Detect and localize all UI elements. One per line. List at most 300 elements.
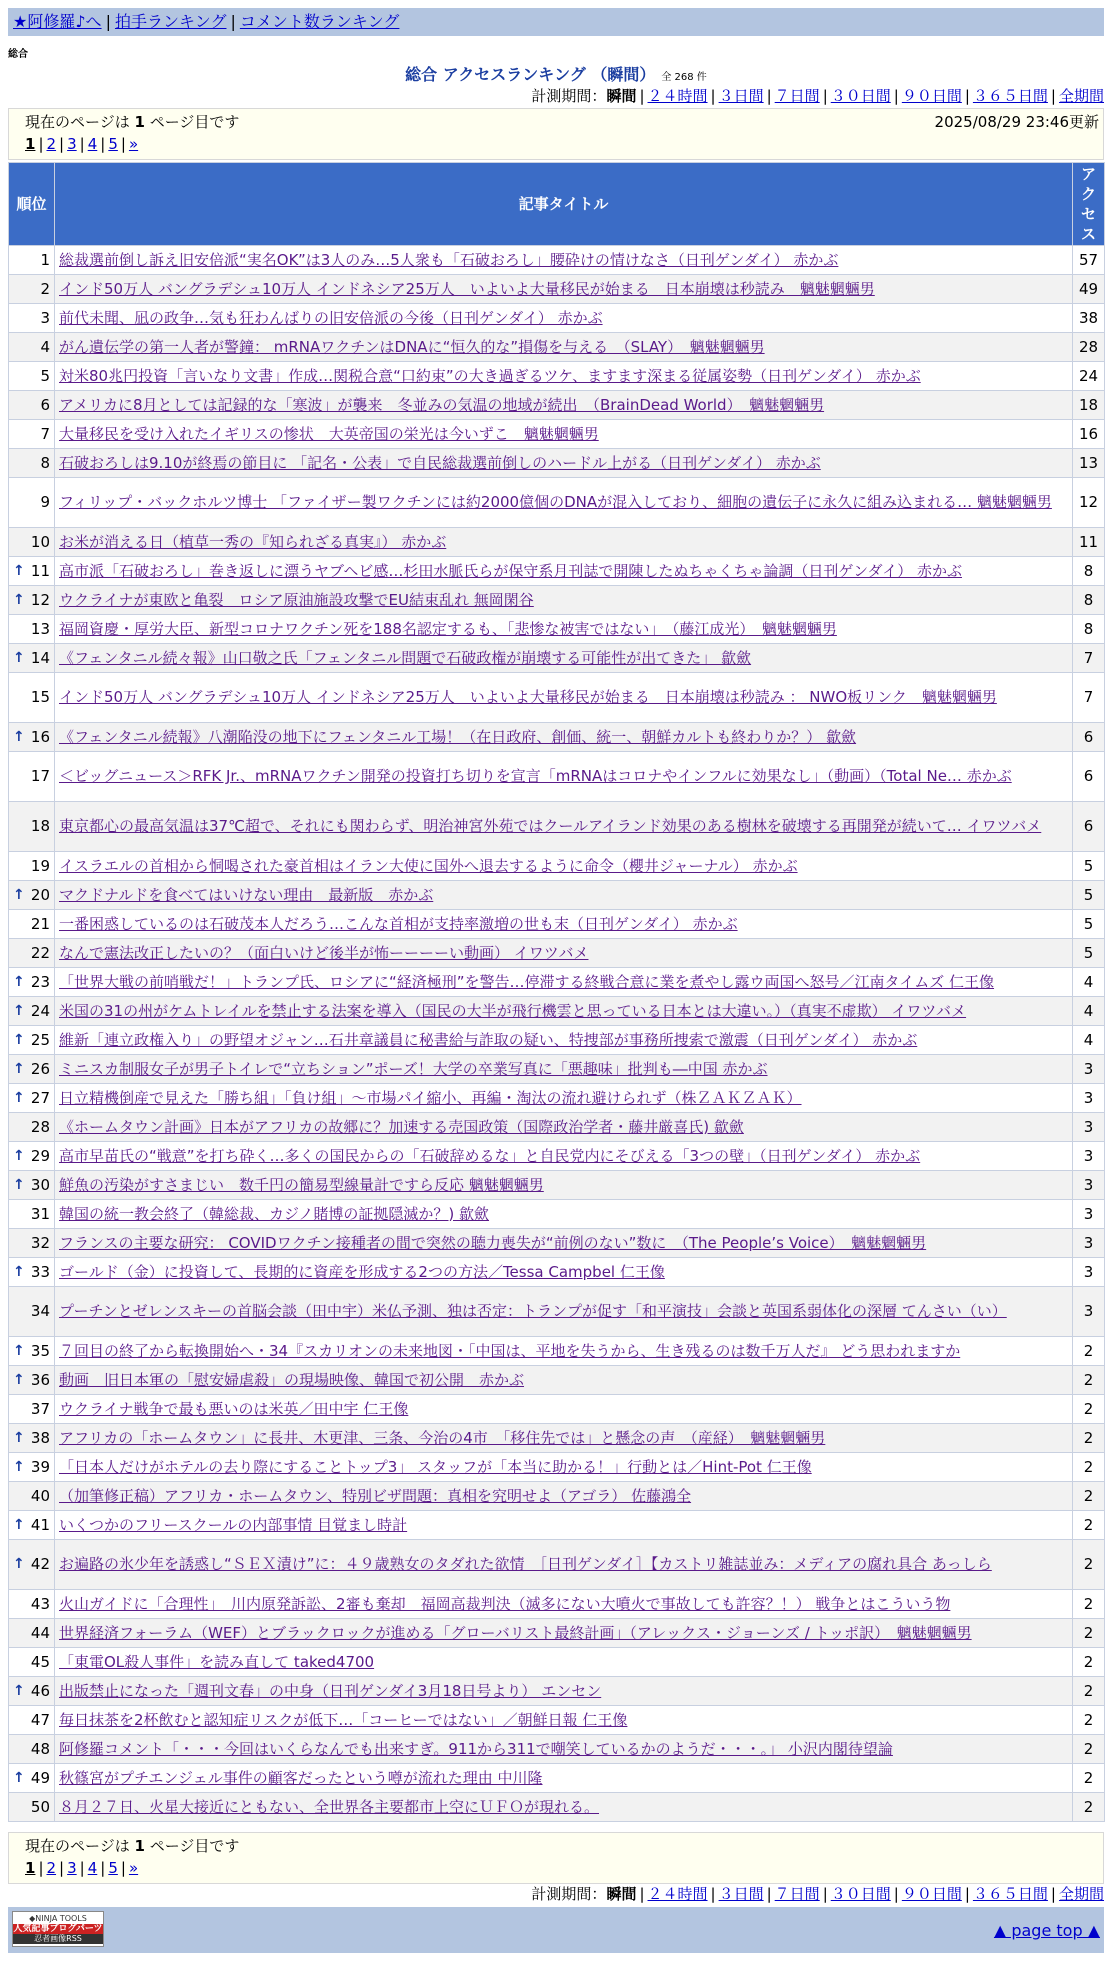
table-row	[9, 1287, 1105, 1337]
period-link-6[interactable]: 全期間	[1058, 87, 1104, 105]
article-link[interactable]: マクドナルドを食べてはいけない理由 最新版 赤かぶ	[59, 885, 434, 904]
article-link[interactable]: フランスの主要な研究： COVIDワクチン接種者の間で突然の聴力喪失が“前例のない”数に （The People’s Voice） 魑魅魍魎男	[59, 1233, 927, 1252]
article-link[interactable]: ミニスカ制服女子が男子トイレで“立ちション”ポーズ！大学の卒業写真に「悪趣味」批判も―中国 赤かぶ	[59, 1059, 768, 1078]
page-current: 1	[25, 135, 36, 153]
period-link-3[interactable]: ３０日間	[830, 1885, 891, 1903]
period-separator: |	[964, 87, 970, 105]
ninja-tools-logo[interactable]	[12, 1911, 104, 1947]
rank-number: 28	[30, 1117, 50, 1136]
article-link[interactable]: 《ホームタウン計画》日本がアフリカの故郷に？加速する売国政策（国際政治学者・藤井厳喜氏) 歙歛	[59, 1117, 744, 1136]
rank-number: 25	[30, 1030, 50, 1049]
nav-link-clap-ranking[interactable]: 拍手ランキング	[114, 12, 227, 31]
title-cell	[55, 939, 1073, 968]
title-cell	[55, 802, 1073, 852]
rank-number: 21	[30, 914, 50, 933]
article-link[interactable]: お遍路の氷少年を誘惑し“ＳＥＸ漬け”に：４９歳熟女のタダれた欲情 ［日刊ゲンダイ］【カストリ雑誌並み：メディアの腐れ具合 あっしら	[59, 1555, 992, 1573]
table-row	[9, 723, 1105, 752]
top-nav-bar: ★阿修羅♪へ | 拍手ランキング | コメント数ランキング	[8, 8, 1104, 36]
rank-number: 47	[30, 1710, 50, 1729]
header-title: 記事タイトル	[55, 163, 1073, 246]
table-row	[9, 1590, 1105, 1619]
title-cell	[55, 644, 1073, 673]
rank-number: 10	[30, 532, 50, 551]
rank-number: 41	[30, 1515, 50, 1534]
ranking-table	[8, 162, 1105, 1822]
table-row	[9, 881, 1105, 910]
period-separator: |	[710, 1885, 716, 1903]
rank-up-arrow-icon: ↑	[13, 1002, 25, 1019]
rank-number: 31	[30, 1204, 50, 1223]
rank-up-arrow-icon: ↑	[13, 1556, 25, 1572]
article-link[interactable]: イスラエルの首相から恫喝された豪首相はイラン大使に国外へ退去するように命令（櫻井ジャーナル） 赤かぶ	[59, 856, 798, 875]
table-row	[9, 1366, 1105, 1395]
rank-number: 27	[30, 1088, 50, 1107]
article-link[interactable]: 鮮魚の汚染がすさまじい 数千円の簡易型線量計ですら反応 魑魅魍魎男	[59, 1175, 544, 1194]
access-count: 57	[1073, 246, 1105, 275]
article-link[interactable]: 「日本人だけがホテルの去り際にすることトップ3」 スタッフが「本当に助かる！」行動とは／Hint-Pot 仁王像	[59, 1457, 812, 1476]
period-link-5[interactable]: ３６５日間	[972, 1885, 1048, 1903]
article-link[interactable]: 総裁選前倒し訴え旧安倍派“実名OK”は3人のみ…5人衆も「石破おろし」腰砕けの情けなさ（日刊ゲンダイ） 赤かぶ	[59, 250, 839, 269]
period-separator: |	[1050, 1885, 1056, 1903]
period-separator: |	[893, 1885, 899, 1903]
rank-cell	[9, 881, 55, 910]
article-link[interactable]: 日立精機倒産で見えた「勝ち組」「負け組」〜市場パイ縮小、再編・淘汰の流れ避けられず（株ＺＡＫＺＡＫ）	[59, 1088, 802, 1107]
table-row	[9, 910, 1105, 939]
table-row	[9, 1337, 1105, 1366]
rank-cell	[9, 420, 55, 449]
rank-cell	[9, 528, 55, 557]
page-info	[25, 1835, 1087, 1857]
period-separator: |	[964, 1885, 970, 1903]
title-cell	[55, 391, 1073, 420]
table-row	[9, 275, 1105, 304]
table-row	[9, 1453, 1105, 1482]
article-link[interactable]: 《フェンタニル続報》八潮陥没の地下にフェンタニル工場！（在日政府、創価、統一、朝鮮カルトも終わりか？） 歙歛	[59, 727, 857, 746]
rank-number: 11	[30, 561, 50, 580]
access-count: 8	[1073, 615, 1105, 644]
rank-cell	[9, 1540, 55, 1590]
period-link-3[interactable]: ３０日間	[830, 87, 891, 105]
table-row	[9, 1706, 1105, 1735]
article-link[interactable]: 《フェンタニル続々報》山口敬之氏「フェンタニル問題で石破政権が崩壊する可能性が出てきた」 歙歛	[59, 648, 752, 667]
table-row	[9, 586, 1105, 615]
table-row	[9, 1142, 1105, 1171]
page-top-link[interactable]: ▲ page top ▲	[993, 1921, 1100, 1940]
page-separator: |	[38, 1859, 44, 1877]
table-row	[9, 362, 1105, 391]
page-link-2[interactable]: 2	[46, 1859, 57, 1877]
access-count: 7	[1073, 673, 1105, 723]
rank-cell	[9, 1113, 55, 1142]
table-row	[9, 1764, 1105, 1793]
title-cell	[55, 1540, 1073, 1590]
access-count: 5	[1073, 852, 1105, 881]
rank-cell	[9, 997, 55, 1026]
rank-up-arrow-icon: ↑	[13, 1031, 25, 1048]
article-link[interactable]: お米が消える日（植草一秀の『知られざる真実』） 赤かぶ	[59, 532, 447, 551]
access-count: 4	[1073, 968, 1105, 997]
page-separator: |	[59, 135, 65, 153]
rank-number: 34	[30, 1302, 50, 1320]
rank-cell	[9, 1258, 55, 1287]
period-separator: |	[1050, 87, 1056, 105]
rank-number: 2	[40, 279, 50, 298]
page-info	[25, 111, 1087, 133]
period-link-2[interactable]: ７日間	[774, 1885, 820, 1903]
access-count: 2	[1073, 1793, 1105, 1822]
rank-cell	[9, 673, 55, 723]
period-selector-bottom	[531, 1884, 1104, 1904]
access-count: 12	[1073, 478, 1105, 528]
page-link-»[interactable]: »	[128, 135, 139, 153]
rank-up-arrow-icon: ↑	[13, 1682, 25, 1699]
rank-cell	[9, 1084, 55, 1113]
article-link[interactable]: 火山ガイドに「合理性」 川内原発訴訟、2審も棄却 福岡高裁判決（滅多にない大噴火で事故しても許容？！） 戦争とはこういう物	[59, 1594, 951, 1613]
page-link-2[interactable]: 2	[46, 135, 57, 153]
access-count: 5	[1073, 881, 1105, 910]
article-link[interactable]: 大量移民を受け入れたイギリスの惨状 大英帝国の栄光は今いずこ 魑魅魍魎男	[59, 424, 599, 443]
article-link[interactable]: 東京都心の最高気温は37℃超で、それにも関わらず、明治神宮外苑ではクールアイランド効果のある樹林を破壊する再開発が続いて… イワツバメ	[59, 817, 1042, 835]
title-cell	[55, 1648, 1073, 1677]
article-link[interactable]: 対米80兆円投資「言いなり文書」作成…関税合意“口約束”の大き過ぎるツケ、ますます深まる従属姿勢（日刊ゲンダイ） 赤かぶ	[59, 366, 921, 385]
title-cell	[55, 557, 1073, 586]
access-count: 8	[1073, 557, 1105, 586]
page-link-5[interactable]: 5	[108, 135, 118, 153]
article-link[interactable]: 阿修羅コメント「・・・今回はいくらなんでも出来すぎ。911から311で嘲笑しているかのようだ・・・。」 小沢内閣待望論	[59, 1739, 893, 1758]
page-link-»[interactable]: »	[128, 1859, 139, 1877]
access-count: 24	[1073, 362, 1105, 391]
period-label: 計測期間：	[531, 87, 607, 105]
rank-up-arrow-icon: ↑	[13, 1263, 25, 1280]
article-link[interactable]: 米国の31の州がケムトレイルを禁止する法案を導入（国民の大半が飛行機雲と思っている日本とは大違い。）（真実不虚欺） イワツバメ	[59, 1001, 967, 1020]
page-info-prefix: 現在のページは	[25, 1837, 135, 1855]
article-link[interactable]: 「東電OL殺人事件」を読み直して taked4700	[59, 1652, 375, 1671]
table-row	[9, 1055, 1105, 1084]
period-separator: |	[710, 87, 716, 105]
title-cell	[55, 1366, 1073, 1395]
period-link-5[interactable]: ３６５日間	[972, 87, 1048, 105]
title-cell	[55, 528, 1073, 557]
article-link[interactable]: アフリカの「ホームタウン」に長井、木更津、三条、今治の4市 「移住先では」と懸念の声 （産経） 魑魅魍魎男	[59, 1428, 826, 1447]
title-cell	[55, 852, 1073, 881]
table-row	[9, 528, 1105, 557]
rank-cell	[9, 557, 55, 586]
page-title: 総合 アクセスランキング （瞬間）	[405, 65, 656, 84]
rank-number: 9	[40, 493, 50, 511]
title-cell	[55, 1337, 1073, 1366]
title-cell	[55, 1706, 1073, 1735]
rank-number: 12	[30, 590, 50, 609]
rank-cell	[9, 644, 55, 673]
article-link[interactable]: 世界経済フォーラム（WEF）とブラックロックが進める「グローバリスト最終計画」（アレックス・ジョーンズ / トッポ訳） 魑魅魍魎男	[59, 1623, 972, 1642]
period-link-0[interactable]: ２４時間	[647, 87, 708, 105]
page-info-suffix: ページ目です	[144, 113, 240, 131]
title-cell	[55, 1026, 1073, 1055]
rank-number: 39	[30, 1457, 50, 1476]
title-cell	[55, 910, 1073, 939]
article-link[interactable]: ゴールド（金）に投資して、長期的に資産を形成する2つの方法／Tessa Campbel 仁王像	[59, 1262, 665, 1281]
page-separator: |	[120, 135, 126, 153]
rank-cell	[9, 852, 55, 881]
article-link[interactable]: ウクライナ戦争で最も悪いのは米英／田中宇 仁王像	[59, 1399, 409, 1418]
article-link[interactable]: 「世界大戦の前哨戦だ！」トランプ氏、ロシアに“経済極刑”を警告…停滞する終戦合意に業を煮やし露ウ両国へ怒号／江南タイムズ 仁王像	[59, 972, 995, 991]
rank-number: 6	[40, 395, 50, 414]
pager-top	[8, 108, 1104, 160]
period-separator: |	[766, 1885, 772, 1903]
access-count: 5	[1073, 910, 1105, 939]
period-separator: |	[822, 1885, 828, 1903]
title-cell	[55, 1113, 1073, 1142]
access-count: 4	[1073, 997, 1105, 1026]
rank-cell	[9, 362, 55, 391]
table-row	[9, 1258, 1105, 1287]
article-link[interactable]: 韓国の統一教会終了（韓総裁、カジノ賭博の証拠隠滅か？) 歙歛	[59, 1204, 490, 1223]
rank-cell	[9, 1200, 55, 1229]
article-link[interactable]: フィリップ・バックホルツ博士 「ファイザー製ワクチンには約2000億個のDNAが混入しており、細胞の遺伝子に永久に組み込まれる… 魑魅魍魎男	[59, 493, 1052, 511]
period-link-1[interactable]: ３日間	[718, 1885, 764, 1903]
article-link[interactable]: （加筆修正稿）アフリカ・ホームタウン、特別ビザ問題：真相を究明せよ（アゴラ） 佐藤鴻全	[59, 1486, 692, 1505]
article-link[interactable]: プーチンとゼレンスキーの首脳会談（田中宇）米仏予測、独は否定：トランプが促す「和平演技」会談と英国系弱体化の深層 てんさい（い）	[59, 1302, 1007, 1320]
article-link[interactable]: ７回目の終了から転換開始へ・34『スカリオンの未来地図・「中国は、平地を失うから、生き残るのは数千万人だ』 どう思われますか	[59, 1341, 961, 1360]
access-count: 38	[1073, 304, 1105, 333]
page-info-prefix: 現在のページは	[25, 113, 135, 131]
table-row	[9, 1540, 1105, 1590]
logo-line-2: 人気記事ブログパーツ	[13, 1924, 103, 1934]
rank-cell	[9, 333, 55, 362]
page-info-num: 1	[134, 1837, 145, 1855]
access-count: 2	[1073, 1619, 1105, 1648]
rank-up-arrow-icon: ↑	[13, 1458, 25, 1475]
access-count: 11	[1073, 528, 1105, 557]
rank-up-arrow-icon: ↑	[13, 1516, 25, 1533]
table-row	[9, 1482, 1105, 1511]
title-cell	[55, 1482, 1073, 1511]
period-link-6[interactable]: 全期間	[1058, 1885, 1104, 1903]
rank-cell	[9, 615, 55, 644]
rank-cell	[9, 1366, 55, 1395]
page-numbers	[25, 1857, 1087, 1879]
access-count: 2	[1073, 1677, 1105, 1706]
access-count: 4	[1073, 1026, 1105, 1055]
page-link-3[interactable]: 3	[67, 1859, 77, 1877]
period-separator: |	[639, 87, 645, 105]
rank-number: 20	[30, 885, 50, 904]
access-count: 2	[1073, 1337, 1105, 1366]
table-row	[9, 1113, 1105, 1142]
table-row	[9, 1229, 1105, 1258]
access-count: 2	[1073, 1424, 1105, 1453]
pager-bottom	[8, 1832, 1104, 1884]
rank-cell	[9, 1482, 55, 1511]
title-cell	[55, 1453, 1073, 1482]
table-row	[9, 1648, 1105, 1677]
table-row	[9, 673, 1105, 723]
period-label: 計測期間：	[531, 1885, 607, 1903]
rank-cell	[9, 939, 55, 968]
table-row	[9, 304, 1105, 333]
article-link[interactable]: 一番困惑しているのは石破茂本人だろう…こんな首相が支持率激増の世も末（日刊ゲンダイ） 赤かぶ	[59, 914, 738, 933]
page-link-5[interactable]: 5	[108, 1859, 118, 1877]
title-cell	[55, 615, 1073, 644]
rank-up-arrow-icon: ↑	[13, 1176, 25, 1193]
rank-number: 22	[30, 943, 50, 962]
article-link[interactable]: インド50万人 バングラデシュ10万人 インドネシア25万人 いよいよ大量移民が始まる 日本崩壊は秒読み 魑魅魍魎男	[59, 279, 875, 298]
page-separator: |	[38, 135, 44, 153]
rank-up-arrow-icon: ↑	[13, 562, 25, 579]
access-count: 49	[1073, 275, 1105, 304]
rank-cell	[9, 1026, 55, 1055]
article-link[interactable]: 前代未聞、凪の政争…気も狂わんばりの旧安倍派の今後（日刊ゲンダイ） 赤かぶ	[59, 308, 603, 327]
rank-cell	[9, 1619, 55, 1648]
rank-up-arrow-icon: ↑	[13, 1429, 25, 1446]
page-separator: |	[79, 1859, 85, 1877]
period-selector-top	[531, 86, 1104, 106]
page-link-4[interactable]: 4	[87, 135, 98, 153]
article-link[interactable]: 出版禁止になった「週刊文春」の中身（日刊ゲンダイ3月18日号より） エンセン	[59, 1681, 602, 1700]
rank-number: 24	[30, 1001, 50, 1020]
article-link[interactable]: ウクライナが東欧と亀裂 ロシア原油施設攻撃でEU結束乱れ 無岡閑谷	[59, 590, 534, 609]
title-cell	[55, 246, 1073, 275]
page-info-num: 1	[134, 113, 145, 131]
article-link[interactable]: ８月２７日、火星大接近にともない、全世界各主要都市上空にＵＦＯが現れる。	[59, 1797, 600, 1816]
access-count: 7	[1073, 644, 1105, 673]
access-count: 3	[1073, 1055, 1105, 1084]
page-separator: |	[79, 135, 85, 153]
title-cell	[55, 1764, 1073, 1793]
article-link[interactable]: 高市早苗氏の“戦意”を打ち砕く…多くの国民からの「石破辞めるな」と自民党内にそびえる「3つの壁」（日刊ゲンダイ） 赤かぶ	[59, 1146, 921, 1165]
period-link-4[interactable]: ９０日間	[901, 1885, 962, 1903]
title-cell	[55, 1793, 1073, 1822]
table-row	[9, 1026, 1105, 1055]
table-row	[9, 1511, 1105, 1540]
ranking-table-body	[9, 246, 1105, 1822]
rank-cell	[9, 968, 55, 997]
rank-cell	[9, 1229, 55, 1258]
rank-cell	[9, 723, 55, 752]
access-count: 16	[1073, 420, 1105, 449]
rank-cell	[9, 1337, 55, 1366]
rank-number: 40	[30, 1486, 50, 1505]
page-numbers	[25, 133, 1087, 155]
title-cell	[55, 997, 1073, 1026]
rank-number: 50	[30, 1797, 50, 1816]
article-link[interactable]: 毎日抹茶を2杯飲むと認知症リスクが低下…「コーヒーではない」／朝鮮日報 仁王像	[59, 1710, 628, 1729]
title-cell	[55, 478, 1073, 528]
access-count: 2	[1073, 1453, 1105, 1482]
rank-number: 3	[40, 308, 50, 327]
table-row	[9, 1793, 1105, 1822]
rank-number: 48	[30, 1739, 50, 1758]
nav-link-comment-ranking[interactable]: コメント数ランキング	[239, 12, 400, 31]
article-link[interactable]: アメリカに8月としては記録的な「寒波」が襲来 冬並みの気温の地域が続出 （BrainDead World） 魑魅魍魎男	[59, 395, 825, 414]
title-cell	[55, 1200, 1073, 1229]
rank-number: 43	[30, 1594, 50, 1613]
title-cell	[55, 1590, 1073, 1619]
rank-up-arrow-icon: ↑	[13, 591, 25, 608]
table-row	[9, 246, 1105, 275]
period-link-0[interactable]: ２４時間	[647, 1885, 708, 1903]
title-cell	[55, 752, 1073, 802]
table-row	[9, 939, 1105, 968]
article-link[interactable]: なんで憲法改正したいの？（面白いけど後半が怖ーーーーい動画） イワツバメ	[59, 943, 589, 962]
title-cell	[55, 1677, 1073, 1706]
access-count: 3	[1073, 1200, 1105, 1229]
rank-cell	[9, 1142, 55, 1171]
title-cell	[55, 673, 1073, 723]
article-link[interactable]: ＜ビッグニュース＞RFK Jr.、mRNAワクチン開発の投資打ち切りを宣言「mRNAはコロナやインフルに効果なし」（動画）（Total Ne… 赤かぶ	[59, 767, 1012, 785]
period-link-2[interactable]: ７日間	[774, 87, 820, 105]
access-count: 3	[1073, 1287, 1105, 1337]
title-cell	[55, 304, 1073, 333]
rank-up-arrow-icon: ↑	[13, 1371, 25, 1388]
access-count: 3	[1073, 1113, 1105, 1142]
title-cell	[55, 275, 1073, 304]
table-row	[9, 1084, 1105, 1113]
article-link[interactable]: がん遺伝学の第一人者が警鐘： mRNAワクチンはDNAに“恒久的な”損傷を与える （SLAY） 魑魅魍魎男	[59, 337, 765, 356]
rank-up-arrow-icon: ↑	[13, 728, 25, 745]
access-count: 2	[1073, 1366, 1105, 1395]
rank-cell	[9, 1735, 55, 1764]
article-link[interactable]: 福岡資慶・厚労大臣、新型コロナワクチン死を188名認定するも、「悲惨な被害ではない」 （藤江成光） 魑魅魍魎男	[59, 619, 837, 638]
access-count: 2	[1073, 1706, 1105, 1735]
period-link-1[interactable]: ３日間	[718, 87, 764, 105]
table-header-row	[9, 163, 1105, 246]
rank-cell	[9, 1395, 55, 1424]
rank-number: 8	[40, 453, 50, 472]
page-current: 1	[25, 1859, 36, 1877]
title-cell	[55, 1171, 1073, 1200]
title-cell	[55, 1084, 1073, 1113]
rank-number: 37	[30, 1399, 50, 1418]
rank-number: 26	[30, 1059, 50, 1078]
article-link[interactable]: 秋篠宮がプチエンジェル事件の顧客だったという噂が流れた理由 中川隆	[59, 1768, 543, 1787]
page-link-3[interactable]: 3	[67, 135, 77, 153]
period-link-4[interactable]: ９０日間	[901, 87, 962, 105]
access-count: 6	[1073, 752, 1105, 802]
article-link[interactable]: インド50万人 バングラデシュ10万人 インドネシア25万人 いよいよ大量移民が始まる 日本崩壊は秒読み ： NWO板リンク 魑魅魍魎男	[59, 688, 997, 706]
rank-number: 23	[30, 972, 50, 991]
rank-up-arrow-icon: ↑	[13, 1089, 25, 1106]
title-cell	[55, 881, 1073, 910]
rank-number: 44	[30, 1623, 50, 1642]
page-separator: |	[100, 1859, 106, 1877]
article-link[interactable]: いくつかのフリースクールの内部事情 目覚まし時計	[59, 1515, 408, 1534]
rank-cell	[9, 1706, 55, 1735]
period-current: 瞬間	[606, 87, 637, 105]
access-count: 2	[1073, 1735, 1105, 1764]
article-link[interactable]: 石破おろしは9.10が終焉の節目に 「記名・公表」で自民総裁選前倒しのハードル上がる（日刊ゲンダイ） 赤かぶ	[59, 453, 821, 472]
article-link[interactable]: 高市派「石破おろし」巻き返しに漂うヤブヘビ感…杉田水脈氏らが保守系月刊誌で開陳したぬちゃくちゃ論調（日刊ゲンダイ） 赤かぶ	[59, 561, 962, 580]
article-link[interactable]: 動画 旧日本軍の「慰安婦虐殺」の現場映像、韓国で初公開 赤かぶ	[59, 1370, 525, 1389]
title-cell	[55, 449, 1073, 478]
access-count: 13	[1073, 449, 1105, 478]
access-count: 28	[1073, 333, 1105, 362]
rank-cell	[9, 1287, 55, 1337]
page-link-4[interactable]: 4	[87, 1859, 98, 1877]
rank-number: 15	[30, 688, 50, 706]
title-cell	[55, 1511, 1073, 1540]
period-current: 瞬間	[606, 1885, 637, 1903]
rank-number: 49	[30, 1768, 50, 1787]
rank-number: 29	[30, 1146, 50, 1165]
title-cell	[55, 362, 1073, 391]
rank-number: 4	[40, 337, 50, 356]
header-access: アクセス	[1073, 163, 1105, 246]
title-cell	[55, 1055, 1073, 1084]
rank-number: 16	[30, 727, 50, 746]
nav-link-asyura[interactable]: ★阿修羅♪へ	[13, 12, 102, 31]
article-link[interactable]: 維新「連立政権入り」の野望オジャン…石井章議員に秘書給与詐取の疑い、特捜部が事務所捜索で激震（日刊ゲンダイ） 赤かぶ	[59, 1030, 918, 1049]
